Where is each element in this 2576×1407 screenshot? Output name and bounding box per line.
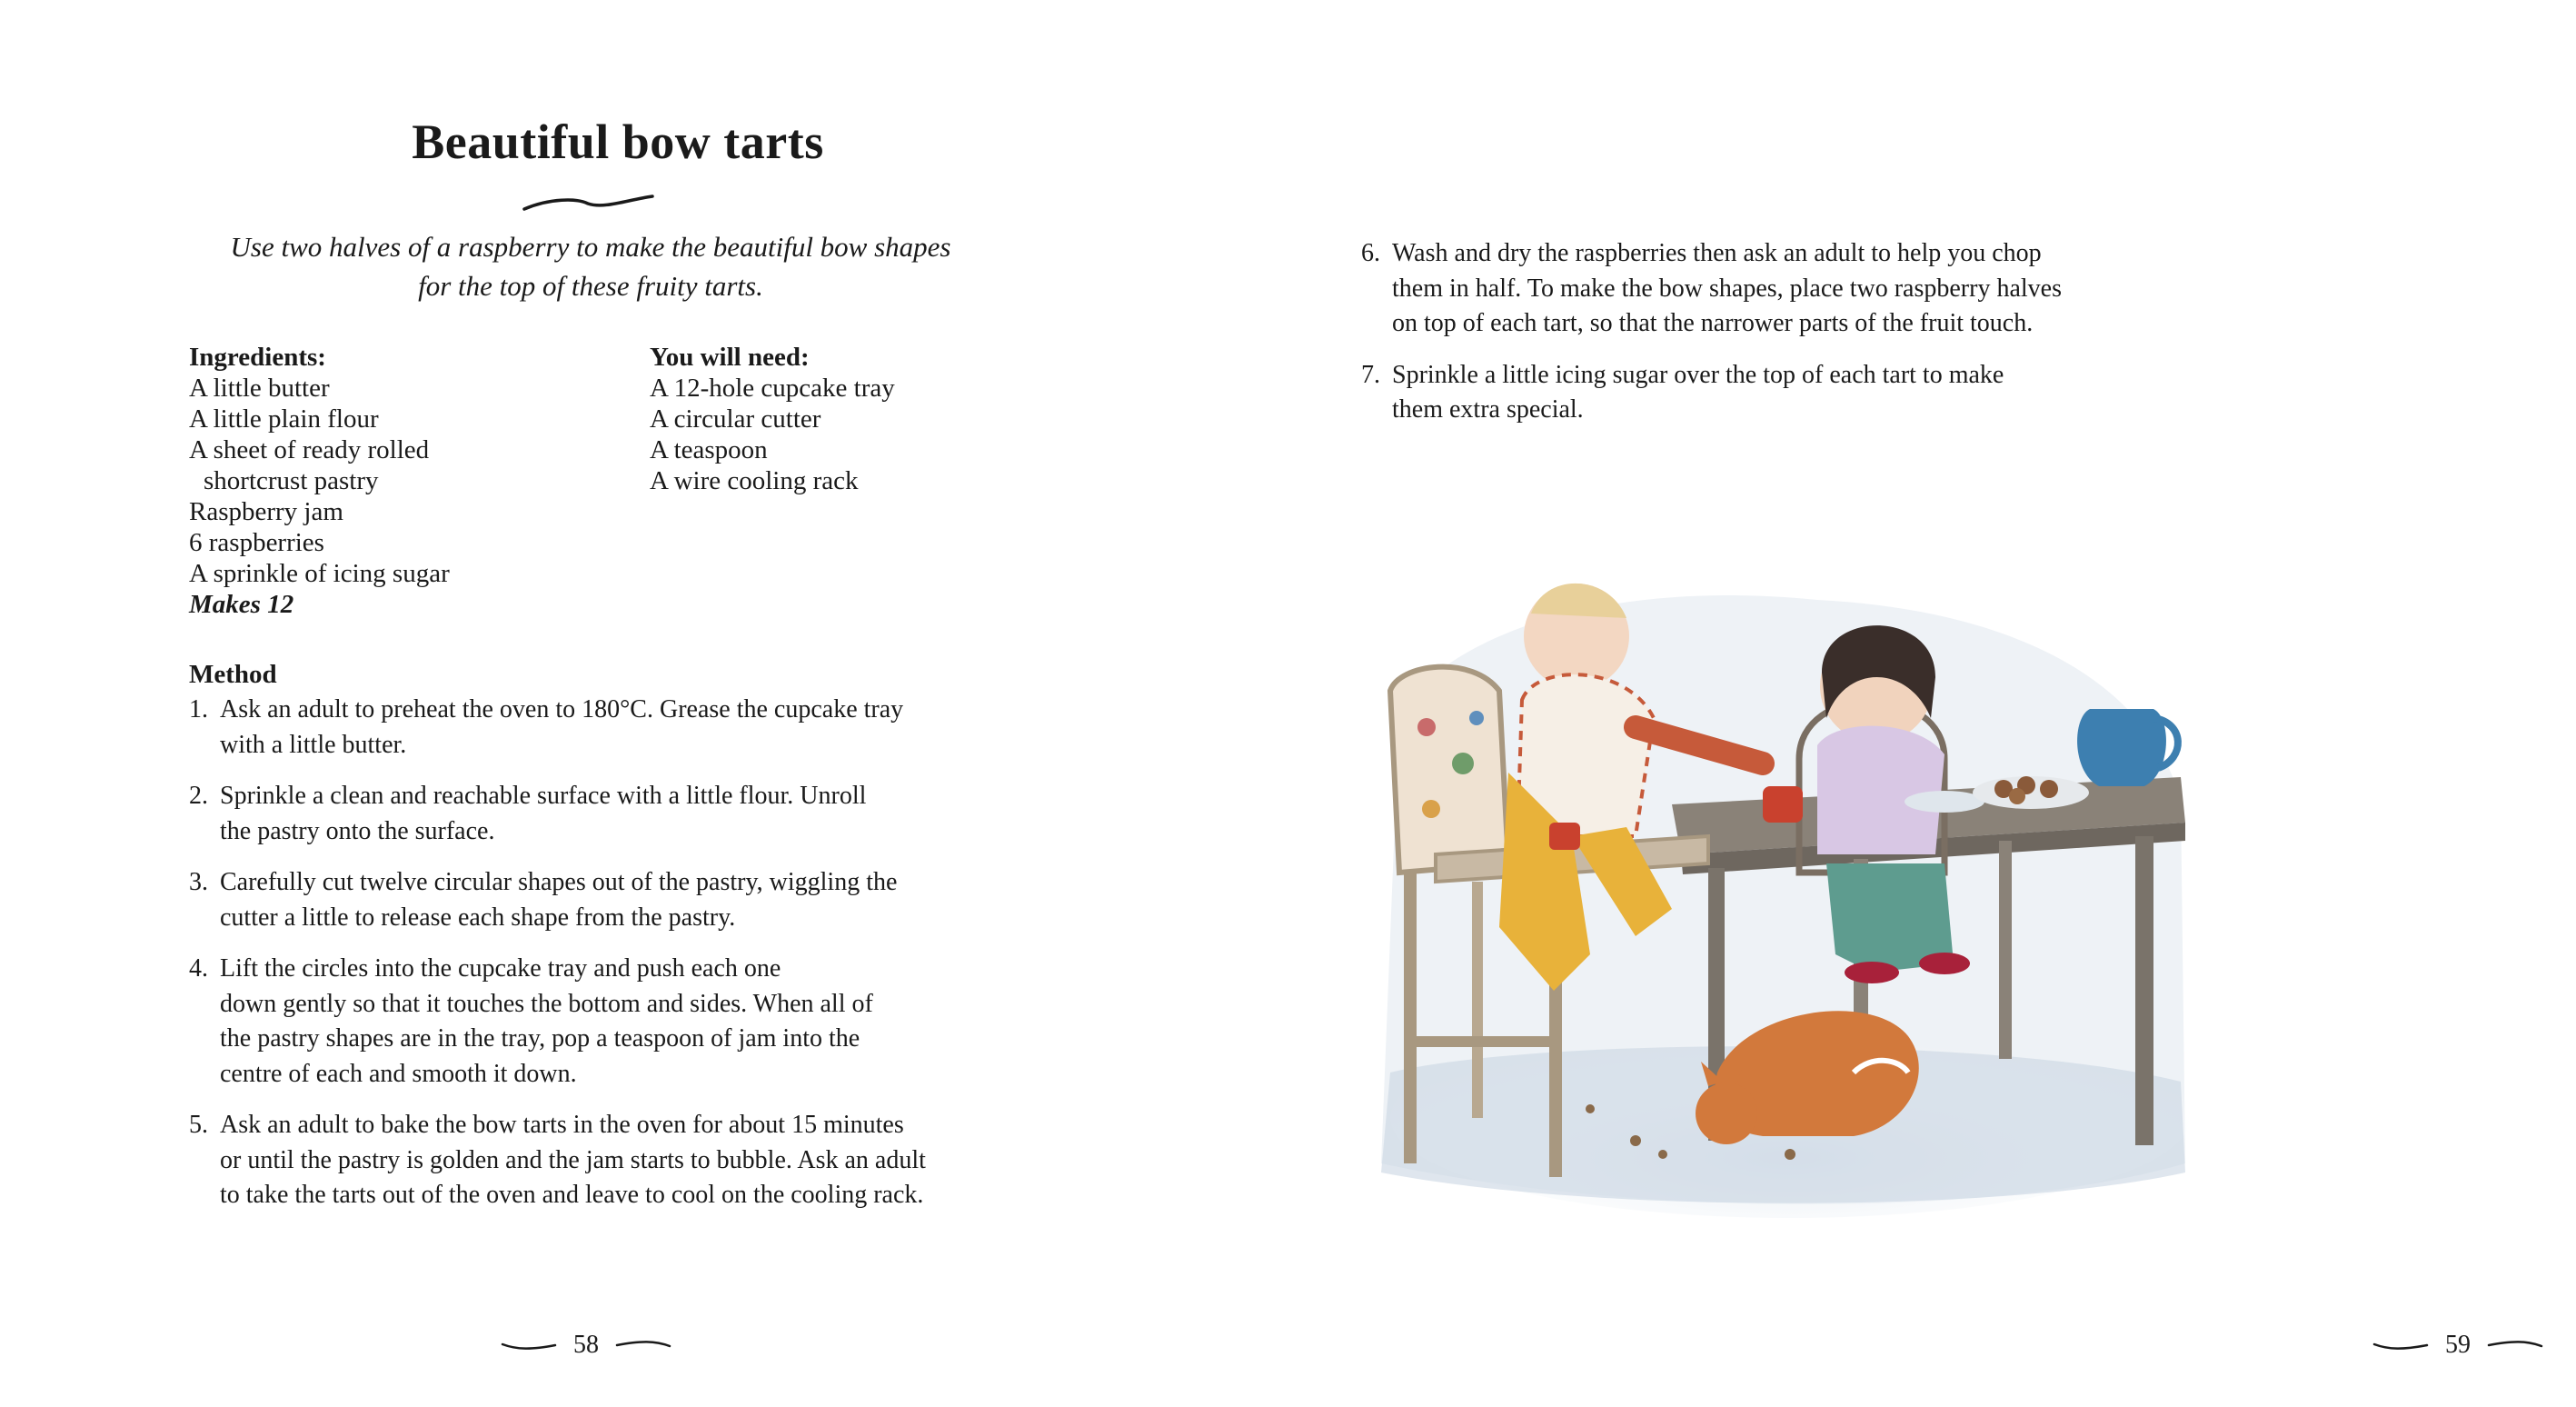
step-line: them in half. To make the bow shapes, place two raspberry halves (1392, 274, 2062, 303)
ingredient-item: Raspberry jam (189, 497, 343, 526)
intro-line: Use two halves of a raspberry to make the beautiful bow shapes (230, 231, 951, 263)
method-step (189, 693, 1061, 763)
ingredient-item: shortcrust pastry (204, 466, 379, 495)
step-line: Carefully cut twelve circular shapes out of the pastry, wiggling the (220, 868, 898, 896)
equipment-list (650, 342, 1068, 496)
method-step (189, 779, 1061, 849)
page-footer-left (468, 1327, 704, 1363)
step-line: down gently so that it touches the bottom and sides. When all of (220, 989, 873, 1018)
step-line: them extra special. (1392, 395, 1584, 424)
equipment-heading: You will need: (650, 343, 810, 372)
step-text (220, 693, 1061, 763)
page-footer-right (2340, 1327, 2576, 1363)
step-line: the pastry shapes are in the tray, pop a teaspoon of jam into the (220, 1024, 860, 1053)
method-steps-right (1361, 236, 2197, 444)
step-text (1392, 236, 2197, 342)
page-number: 59 (2445, 1331, 2471, 1359)
step-number: 2. (189, 782, 208, 810)
step-text (220, 952, 1061, 1092)
left-page (0, 0, 1163, 1407)
ingredient-item: A little plain flour (189, 404, 379, 434)
left-flourish-icon (501, 1339, 557, 1352)
page-number: 58 (573, 1331, 599, 1359)
step-text (1392, 358, 2197, 428)
title-flourish (522, 193, 654, 215)
ingredient-item: A sprinkle of icing sugar (189, 559, 450, 588)
method-steps-left (189, 693, 1061, 1230)
method-step (1361, 358, 2197, 428)
method-step (189, 1108, 1061, 1213)
right-flourish-icon (2487, 1339, 2543, 1352)
step-number: 3. (189, 868, 208, 896)
right-flourish-icon (615, 1339, 671, 1352)
step-line: to take the tarts out of the oven and leave to cool on the cooling rack. (220, 1181, 924, 1209)
ingredient-item: A sheet of ready rolled (189, 435, 430, 464)
step-line: centre of each and smooth it down. (220, 1059, 577, 1088)
step-number: 7. (1361, 360, 1380, 389)
equipment-item: A wire cooling rack (650, 466, 859, 495)
ingredient-item: 6 raspberries (189, 528, 324, 557)
step-line: Sprinkle a clean and reachable surface with a little flour. Unroll (220, 782, 867, 810)
step-line: cutter a little to release each shape from the pastry. (220, 903, 736, 932)
left-flourish-icon (2372, 1339, 2429, 1352)
step-line: the pastry onto the surface. (220, 816, 495, 845)
step-number: 4. (189, 954, 208, 983)
method-heading: Method (189, 660, 277, 689)
step-number: 1. (189, 695, 208, 723)
intro-line: for the top of these fruity tarts. (418, 270, 763, 302)
ingredient-item: A little butter (189, 374, 330, 403)
kitchen-table-illustration (1363, 564, 2199, 1218)
equipment-item: A circular cutter (650, 404, 821, 434)
step-line: Ask an adult to bake the bow tarts in the oven for about 15 minutes (220, 1111, 904, 1139)
ingredients-list (189, 342, 607, 620)
step-text (220, 779, 1061, 849)
step-line: on top of each tart, so that the narrower parts of the fruit touch. (1392, 309, 2034, 337)
step-text (220, 865, 1061, 935)
recipe-intro (145, 227, 1036, 305)
step-number: 6. (1361, 239, 1380, 267)
step-line: Wash and dry the raspberries then ask an adult to help you chop (1392, 239, 2042, 267)
step-line: or until the pastry is golden and the jam starts to bubble. Ask an adult (220, 1145, 926, 1174)
recipe-title: Beautiful bow tarts (412, 115, 824, 169)
equipment-item: A teaspoon (650, 435, 768, 464)
step-line: Ask an adult to preheat the oven to 180°C. Grease the cupcake tray (220, 695, 904, 723)
equipment-item: A 12-hole cupcake tray (650, 374, 895, 403)
step-number: 5. (189, 1111, 208, 1139)
method-step (189, 865, 1061, 935)
makes-quantity: Makes 12 (189, 590, 294, 619)
step-line: Sprinkle a little icing sugar over the top of each tart to make (1392, 360, 2004, 389)
step-line: with a little butter. (220, 730, 407, 759)
method-step (189, 952, 1061, 1092)
method-step (1361, 236, 2197, 342)
step-text (220, 1108, 1061, 1213)
step-line: Lift the circles into the cupcake tray and push each one (220, 954, 781, 983)
ingredients-heading: Ingredients: (189, 343, 326, 372)
